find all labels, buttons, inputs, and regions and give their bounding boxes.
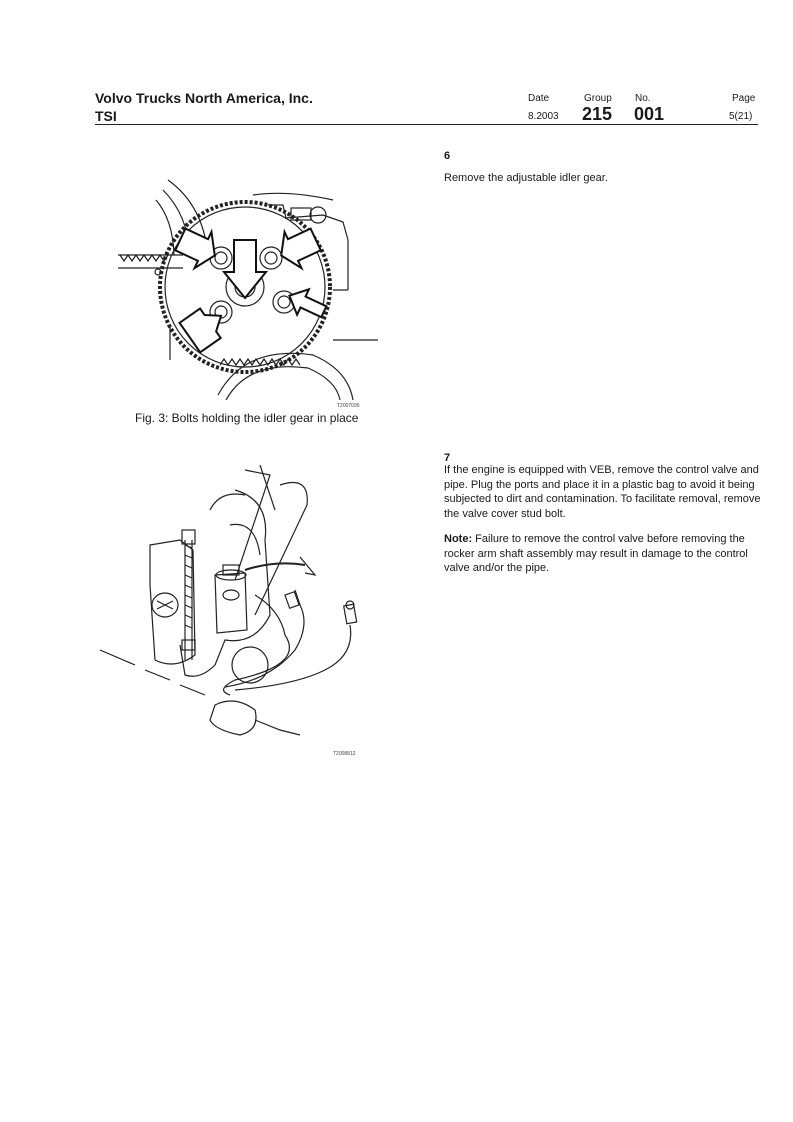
date-value: 8.2003: [528, 111, 559, 122]
idler-gear-illustration: [108, 160, 378, 400]
step-7-note: [444, 532, 762, 576]
note-label: Note:: [444, 533, 473, 545]
number-value: 001: [634, 104, 665, 124]
figure-7-code: T2008812: [333, 751, 356, 757]
page-value: 5(21): [729, 111, 753, 122]
control-valve-illustration: [95, 465, 375, 745]
page-label: Page: [732, 93, 756, 104]
header-rule: [95, 124, 758, 125]
figure-3-code: T2007095: [337, 403, 360, 409]
step-6-text: Remove the adjustable idler gear.: [444, 172, 608, 184]
step-7-number: 7: [444, 452, 451, 464]
step-7-text: If the engine is equipped with VEB, remove the control valve and pipe. Plug the ports and place it in a plastic bag to avoid it being subjected to dirt and contamination. To facilitate removal, remove the valve cover stud bolt.: [444, 464, 761, 520]
date-label: Date: [528, 93, 550, 104]
step-6-number: 6: [444, 150, 451, 162]
number-label: No.: [635, 93, 651, 104]
company-name: Volvo Trucks North America, Inc.: [95, 90, 313, 106]
group-value: 215: [582, 104, 613, 124]
group-label: Group: [584, 93, 612, 104]
figure-3-caption: Fig. 3: Bolts holding the idler gear in place: [135, 411, 359, 425]
document-type: TSI: [95, 108, 117, 124]
note-text: Failure to remove the control valve before removing the rocker arm shaft assembly may result in damage to the control valve and/or the pipe.: [444, 533, 748, 574]
